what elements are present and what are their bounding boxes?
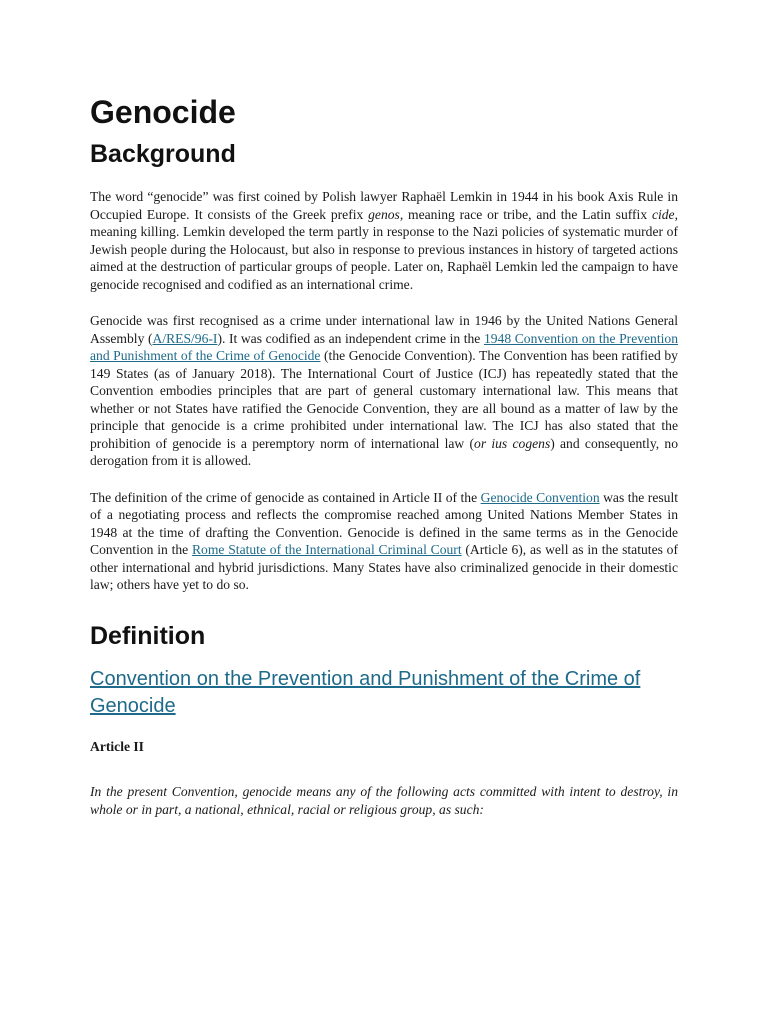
convention-1948-link[interactable]: 1948 Convention on the Prevention and Punishment of the Crime of Genocide	[90, 330, 678, 363]
para2-text-1: Genocide was first recognised as a crime under international law in 1946 by the United Nations General Assembly (	[90, 313, 678, 346]
background-paragraph-1	[90, 188, 678, 293]
background-paragraph-2	[90, 312, 678, 470]
page-title: Genocide	[90, 94, 236, 130]
para1-genos-term: genos	[368, 206, 400, 222]
para2-text-2: ). It was codified as an independent crime in the	[217, 330, 484, 346]
para3-text-3: (Article 6), as well as in the statutes of other international and hybrid jurisdictions. Many States have also criminalized genocide in their domestic law; others have yet to do so.	[90, 542, 679, 592]
article-label: Article II	[90, 738, 144, 754]
background-paragraph-3	[90, 489, 678, 594]
para1-text-1: The word “genocide” was first coined by Polish lawyer Raphaël Lemkin in 1944 in his book Axis Rule in Occupied Europe. It consists of the Greek prefix	[90, 189, 678, 222]
article-text: In the present Convention, genocide means any of the following acts committed with intent to destroy, in whole or in part, a national, ethnical, racial or religious group, as such:	[90, 784, 678, 817]
para3-text-1: The definition of the crime of genocide as contained in Article II of the	[90, 489, 481, 505]
genocide-convention-link[interactable]: Genocide Convention	[480, 489, 600, 505]
document-page	[90, 92, 678, 818]
convention-title-link[interactable]: Convention on the Prevention and Punishment of the Crime of Genocide	[90, 667, 641, 717]
rome-statute-link[interactable]: Rome Statute of the International Criminal Court	[191, 542, 462, 557]
para1-text-2: , meaning race or tribe, and the Latin suffix	[399, 206, 652, 222]
background-heading: Background	[90, 140, 236, 168]
definition-heading: Definition	[90, 621, 206, 650]
para2-text-4: ) and consequently, no derogation from it is allowed.	[90, 435, 678, 468]
para2-text-3: (the Genocide Convention). The Convention has been ratified by 149 States (as of January 2018). The International Court of Justice (ICJ) has repeatedly stated that the Convention embodies principles that are part of general customary international law. This means that whether or not States have ratified the Genocide Convention, they are all bound as a matter of law by the principle that genocide is a crime prohibited under international law. The ICJ has also stated that the prohibition of genocide is a peremptory norm of international law (	[90, 348, 678, 451]
para3-text-2: was the result of a negotiating process and reflects the compromise reached among United Nations Member States in 1948 at the time of drafting the Convention. Genocide is defined in the same terms as in the Genocide Convention in the	[90, 489, 678, 557]
resolution-link[interactable]: A/RES/96-I	[152, 330, 218, 346]
para1-text-3: , meaning killing. Lemkin developed the term partly in response to the Nazi policies of systematic murder of Jewish people during the Holocaust, but also in response to previous instances in history of targeted actions aimed at the destruction of particular groups of people. Later on, Raphaël Lemkin led the campaign to have genocide recognised and codified as an international crime.	[90, 206, 678, 292]
convention-subheading	[90, 666, 678, 720]
para1-cide-term: cide	[651, 206, 675, 222]
para2-ius-cogens-term: or ius cogens	[474, 435, 551, 451]
